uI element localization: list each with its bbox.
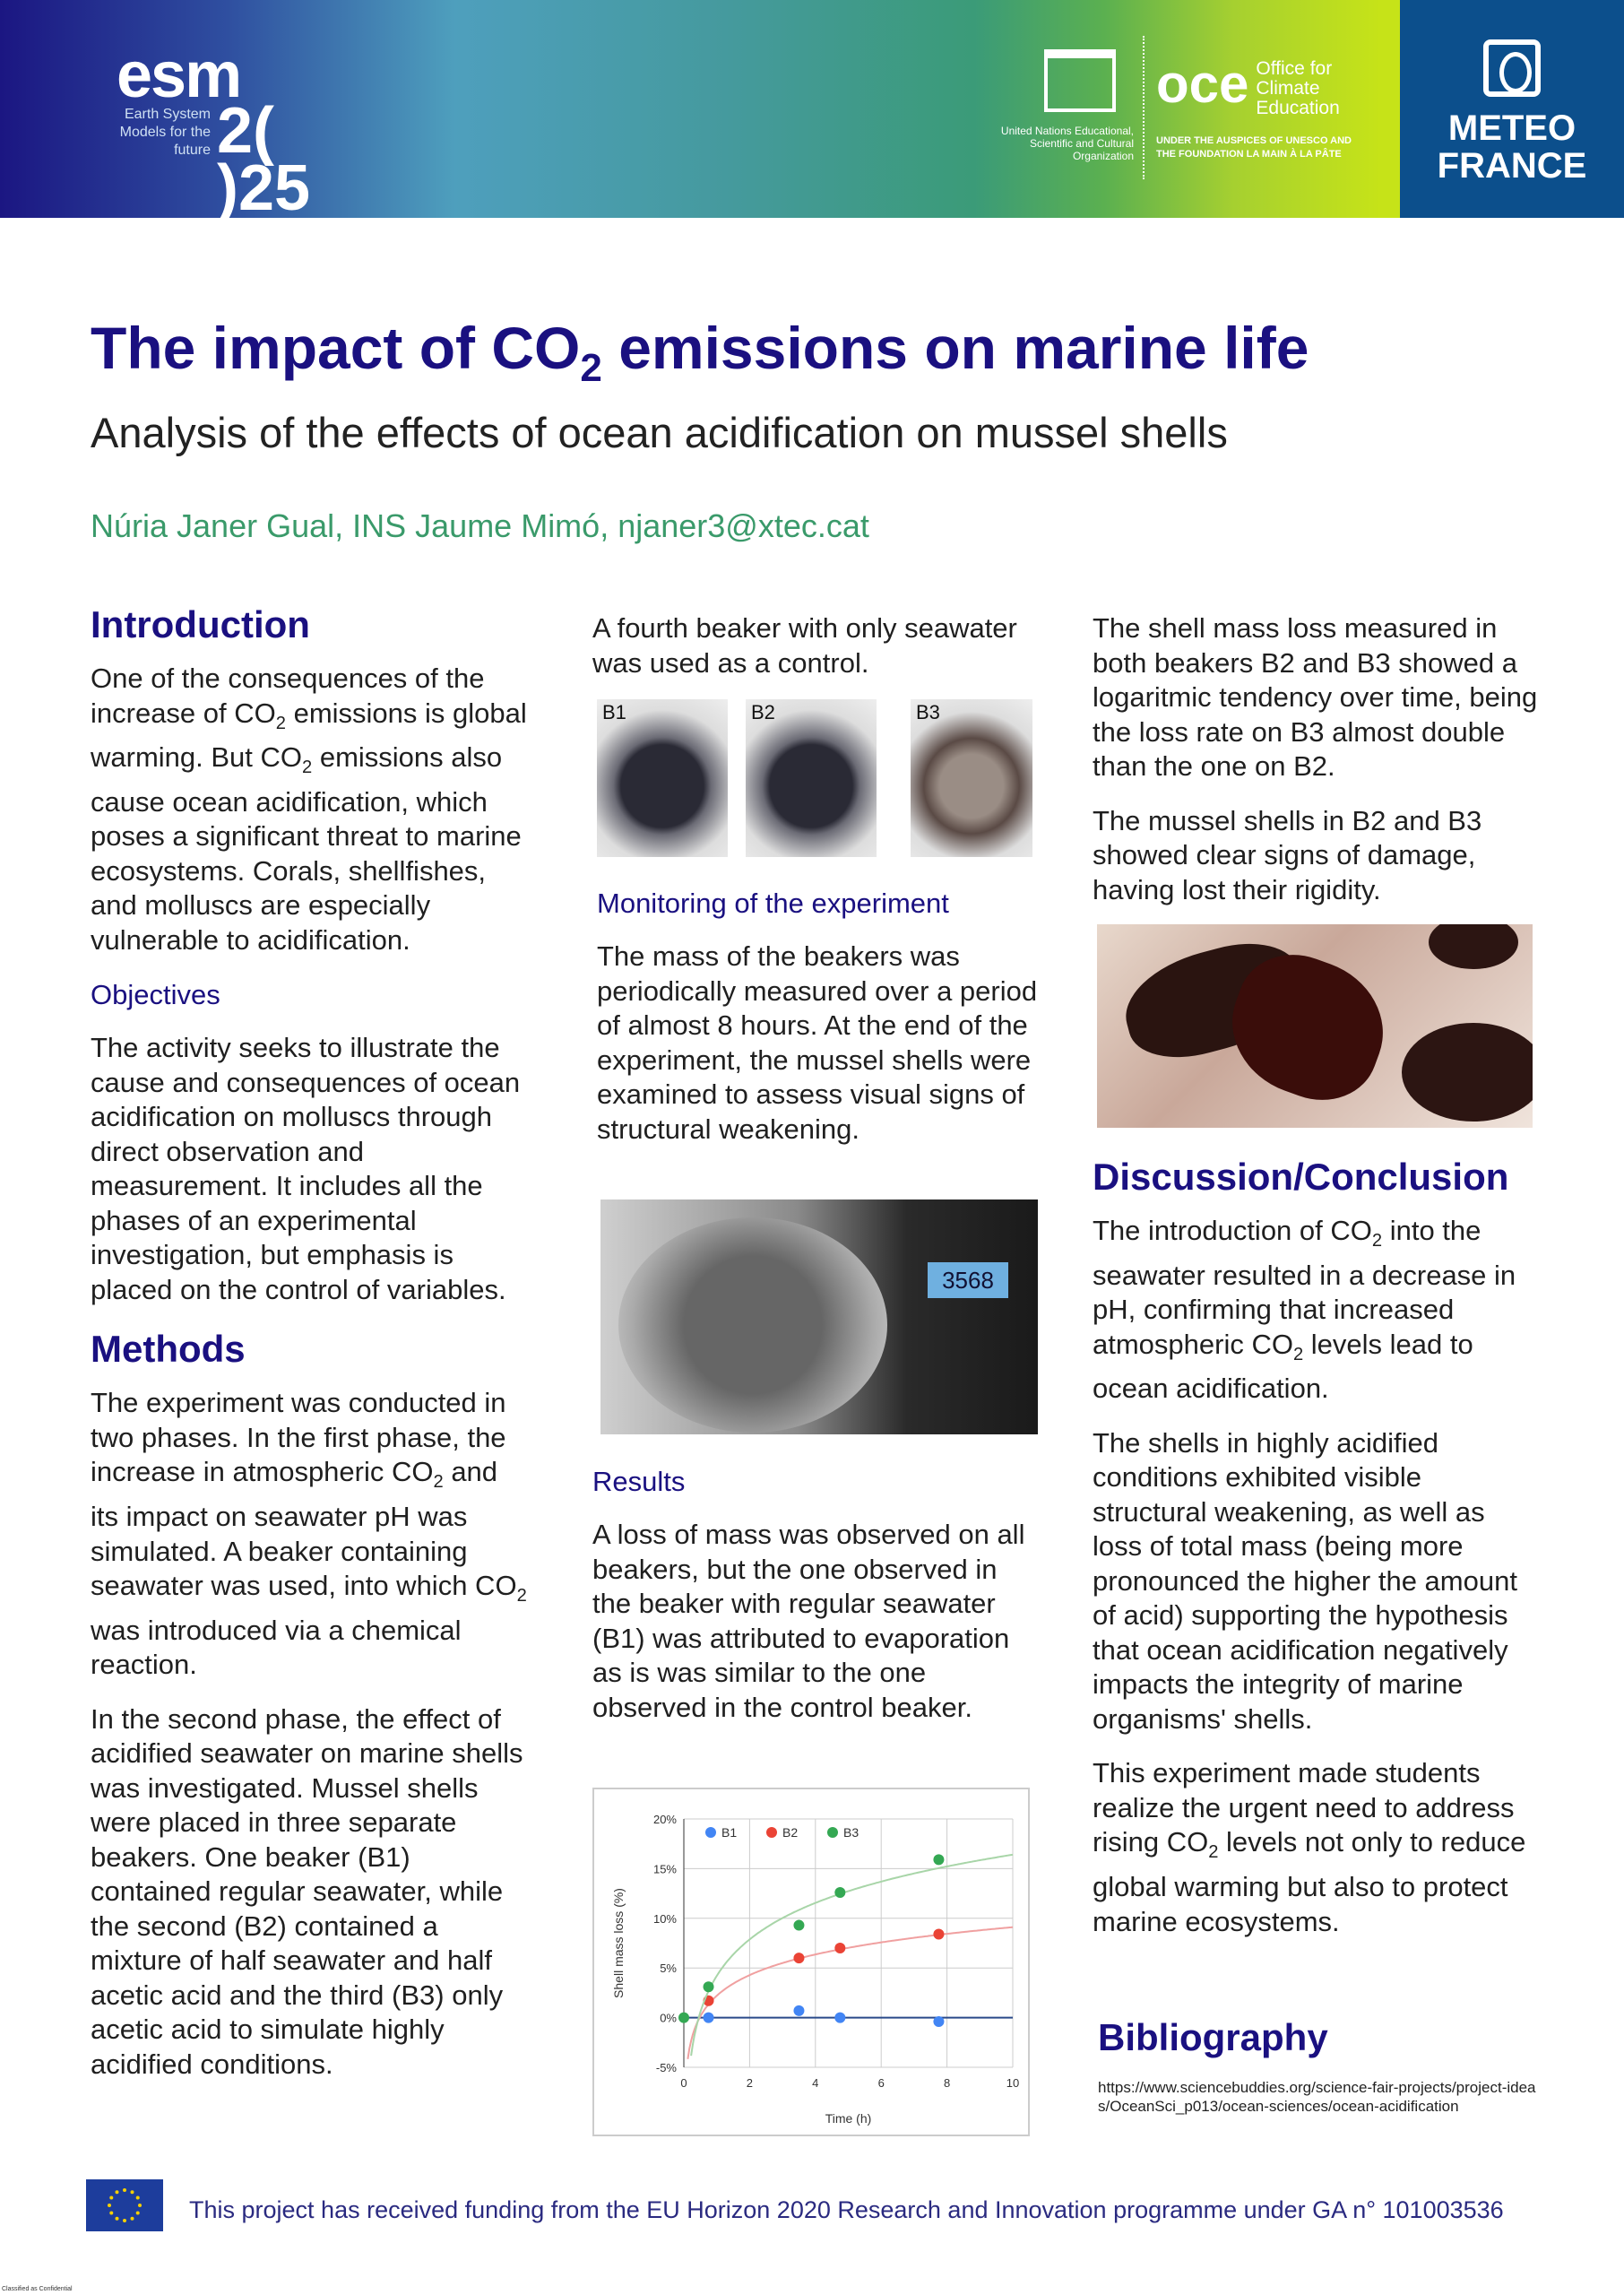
- data-point-B2: [834, 1943, 845, 1953]
- mass-loss-text: The shell mass loss measured in both beakers B2 and B3 showed a logaritmic tendency over time, being the loss rate on B3 almost double than the one on B2.: [1093, 612, 1538, 782]
- eu-star: [109, 2196, 113, 2200]
- x-tick-label: 6: [877, 2076, 885, 2090]
- beaker-foam: [618, 1217, 887, 1433]
- esm2025-logo: [117, 39, 311, 224]
- discussion-heading: Discussion/Conclusion: [1093, 1156, 1509, 1198]
- results-heading: Results: [592, 1466, 686, 1497]
- beaker-photo-b3: [911, 699, 1032, 857]
- author-line: Núria Janer Gual, INS Jaume Mimó, njaner3@xtec.cat: [91, 507, 869, 544]
- column-2: [592, 611, 1041, 700]
- data-point-B1: [933, 2016, 944, 2027]
- methods-text-2: In the second phase, the effect of acidified seawater on marine shells was investigated. Mussel shells were placed in three separate beakers. One beaker (B1) contained regular seawater, while the second (B2) contained a mixture of half seawater and half acetic acid and the third (B3) only acetic acid to simulate highly acidified conditions.: [91, 1702, 523, 2080]
- data-point-B3: [793, 1920, 804, 1931]
- eu-star: [123, 2219, 126, 2222]
- data-point-B3: [678, 2013, 689, 2023]
- y-tick-label: 0%: [660, 2011, 677, 2025]
- legend-label: B1: [721, 1825, 738, 1840]
- x-tick-label: 0: [680, 2076, 687, 2090]
- france-line: FRANCE: [1437, 146, 1587, 186]
- damage-text: The mussel shells in B2 and B3 showed clear signs of damage, having lost their rigidity.: [1093, 804, 1482, 905]
- page-title: The impact of $CO_2$ emissions on marine life: [91, 315, 1309, 391]
- esm-tagline: Earth System Models for the future: [119, 107, 211, 158]
- data-point-B2: [933, 1929, 944, 1940]
- header-banner: [0, 0, 1624, 224]
- data-point-B1: [704, 2013, 714, 2023]
- introduction-text: One of the consequences of the increase of $CO_2$ emissions is global warming. But $CO_2$ emissions also cause ocean acidification, which poses a significant threat to marine ecosystems. Corals, shellfishes, and molluscs are especially vulnerable to acidification.: [91, 663, 527, 956]
- eu-star: [131, 2190, 134, 2194]
- unesco-temple-icon: [1044, 49, 1116, 112]
- legend-label: B2: [782, 1825, 799, 1840]
- column-3: [1093, 611, 1541, 927]
- mussel-shells-photo: [1097, 924, 1533, 1128]
- unesco-caption: United Nations Educational, Scientific and Cultural Organization: [1000, 125, 1134, 162]
- beaker-photo-b1: [597, 699, 728, 857]
- legend-marker-B2: [766, 1827, 777, 1838]
- y-tick-label: 15%: [652, 1862, 677, 1876]
- discussion-text-1: The introduction of $CO_2$ into the seawater resulted in a decrease in pH, confirming that increased atmospheric $CO_2$ levels lead to ocean acidification.: [1093, 1215, 1516, 1405]
- eu-flag-icon: [86, 2179, 163, 2231]
- oce-auspices: UNDER THE AUSPICES OF UNESCO AND THE FOUNDATION LA MAIN À LA PÂTE: [1156, 135, 1352, 160]
- scale-display: 3568: [928, 1262, 1008, 1298]
- eu-star: [109, 2212, 113, 2215]
- eu-star: [116, 2190, 119, 2194]
- beaker-label: B3: [916, 701, 940, 723]
- beaker-label: B1: [602, 701, 626, 723]
- eu-stars: [86, 2179, 163, 2231]
- shell-mass-loss-chart: [592, 1788, 1030, 2136]
- results-text: A loss of mass was observed on all beakers, but the one observed in the beaker with regular seawater (B1) was attributed to evaporation as is was similar to the one observed in the control beaker.: [592, 1519, 1025, 1723]
- eu-star: [138, 2204, 142, 2207]
- oce-name: Office for Climate Education: [1256, 58, 1340, 118]
- data-point-B3: [834, 1887, 845, 1898]
- eu-star: [131, 2217, 134, 2221]
- column-2-middle: [597, 886, 1045, 1166]
- y-tick-label: 5%: [660, 1962, 677, 1976]
- data-point-B1: [793, 2005, 804, 2016]
- beaker-photo-b2: [746, 699, 877, 857]
- column-1: [91, 602, 530, 2101]
- data-point-B3: [704, 1981, 714, 1992]
- bibliography-link[interactable]: https://www.sciencebuddies.org/science-fair-projects/project-ideas/OceanSci_p013/ocean-sciences/ocean-acidification: [1098, 2079, 1536, 2115]
- esm-word: esm: [117, 39, 241, 111]
- introduction-heading: Introduction: [91, 603, 310, 645]
- meteo-france-icon: [1483, 39, 1541, 97]
- y-tick-label: 10%: [652, 1911, 677, 1926]
- esm-year: 2( )25: [217, 95, 311, 224]
- x-tick-label: 10: [1006, 2076, 1020, 2090]
- y-tick-label: -5%: [655, 2061, 677, 2074]
- legend-marker-B1: [705, 1827, 716, 1838]
- control-beaker-text: A fourth beaker with only seawater was used as a control.: [592, 612, 1017, 679]
- eu-star: [116, 2217, 119, 2221]
- objectives-heading: Objectives: [91, 979, 220, 1011]
- data-point-B2: [793, 1953, 804, 1963]
- funding-statement: This project has received funding from the EU Horizon 2020 Research and Innovation programme under GA n° 101003536: [189, 2196, 1504, 2223]
- legend-label: B3: [843, 1825, 860, 1840]
- eu-star: [136, 2196, 140, 2200]
- x-tick-label: 2: [746, 2076, 754, 2090]
- oce-mark: oce: [1156, 54, 1249, 114]
- unesco-logo: [990, 49, 1134, 162]
- x-tick-label: 4: [812, 2076, 819, 2090]
- methods-heading: Methods: [91, 1328, 246, 1371]
- y-axis-label: Shell mass loss (%): [611, 1888, 626, 1998]
- column-3-discussion: [1093, 1155, 1541, 1959]
- eu-star: [123, 2188, 126, 2192]
- discussion-text-3: This experiment made students realize the urgent need to address rising $CO_2$ levels not only to reduce global warming but also to protect marine ecosystems.: [1093, 1757, 1526, 1937]
- trendline-B3: [691, 1855, 1013, 2056]
- data-point-B1: [834, 2013, 845, 2023]
- bibliography-heading: Bibliography: [1098, 2016, 1328, 2058]
- data-point-B3: [933, 1854, 944, 1865]
- legend-marker-B3: [827, 1827, 838, 1838]
- meteo-france-logo: [1400, 0, 1624, 218]
- discussion-text-2: The shells in highly acidified conditions exhibited visible structural weakening, as well as loss of total mass (being more pronounced the higher the amount of acid) supporting the hypothesis that ocean acidification negatively impacts the integrity of marine organisms' shells.: [1093, 1426, 1517, 1735]
- column-2-results: [592, 1464, 1041, 1745]
- scale-photo: [600, 1199, 1038, 1434]
- x-axis-label: Time (h): [825, 2111, 872, 2126]
- monitoring-heading: Monitoring of the experiment: [597, 888, 949, 919]
- beaker-label: B2: [751, 701, 775, 723]
- y-tick-label: 20%: [652, 1813, 677, 1826]
- page-subtitle: Analysis of the effects of ocean acidification on mussel shells: [91, 409, 1228, 456]
- chart-svg: [594, 1789, 1032, 2138]
- methods-text-1: The experiment was conducted in two phases. In the first phase, the increase in atmospheric $CO_2$ and its impact on seawater pH was simulated. A beaker containing seawater was used, into which $CO_2$ was introduced via a chemical reaction.: [91, 1387, 527, 1681]
- x-tick-label: 8: [943, 2076, 951, 2090]
- classification-label: Classified as Confidential: [2, 2286, 73, 2292]
- eu-star: [136, 2212, 140, 2215]
- shell-shape: [1429, 924, 1518, 969]
- monitoring-text: The mass of the beakers was periodically measured over a period of almost 8 hours. At the end of the experiment, the mussel shells were examined to assess visual signs of structural weakening.: [597, 940, 1038, 1145]
- eu-star: [108, 2204, 111, 2207]
- divider: [1143, 36, 1145, 179]
- objectives-text: The activity seeks to illustrate the cause and consequences of ocean acidification on molluscs through direct observation and measurement. It includes all the phases of an experimental investigation, but emphasis is placed on the control of variables.: [91, 1032, 521, 1305]
- shell-shape: [1402, 1023, 1533, 1122]
- trendline-B2: [687, 1927, 1013, 2059]
- meteo-line: METEO: [1447, 108, 1576, 148]
- oce-logo: [1156, 54, 1371, 161]
